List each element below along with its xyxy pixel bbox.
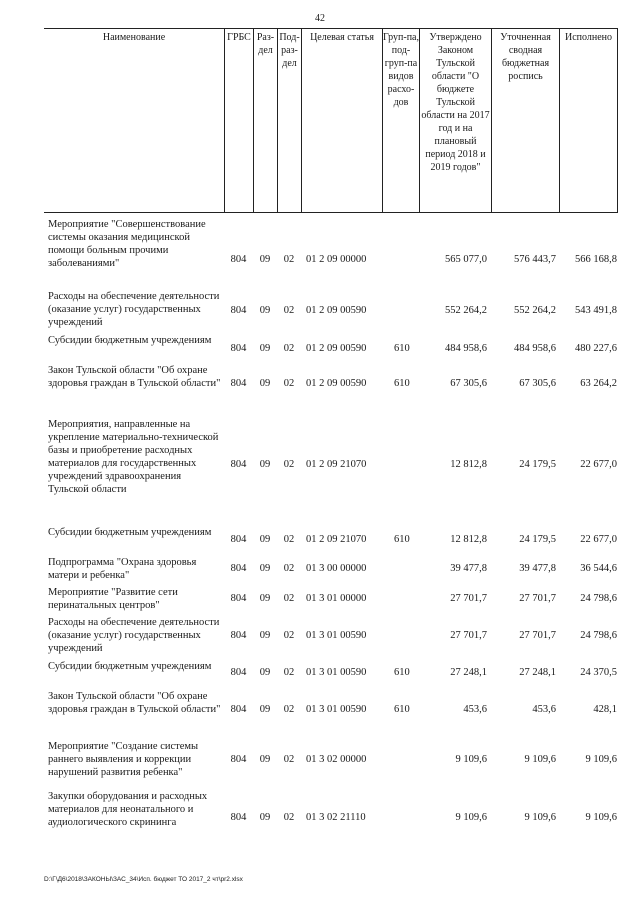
row-name: Подпрограмма "Охрана здоровья матери и ребенка" — [48, 557, 197, 581]
table-row — [44, 290, 618, 332]
row-podrazdel: 02 — [283, 667, 295, 678]
row-target: 01 3 02 21110 — [306, 812, 366, 823]
row-name: Мероприятие "Развитие сети перинатальных центров" — [48, 587, 178, 611]
row-grbs: 804 — [230, 704, 247, 715]
row-name: Субсидии бюджетным учреждениям — [48, 527, 212, 538]
table-row — [44, 556, 618, 584]
row-razdel: 09 — [259, 667, 271, 678]
row-razdel: 09 — [259, 254, 271, 265]
row-name: Субсидии бюджетным учреждениям — [48, 335, 212, 346]
row-grbs: 804 — [230, 305, 247, 316]
row-approved: 12 812,8 — [450, 459, 487, 470]
header-podrazdel: Под-раз-дел — [277, 29, 301, 212]
row-refined: 24 179,5 — [519, 534, 556, 545]
row-executed: 24 370,5 — [580, 667, 617, 678]
row-podrazdel: 02 — [283, 343, 295, 354]
header-target: Целевая статья — [301, 29, 382, 212]
row-group: 610 — [394, 534, 410, 545]
row-refined: 9 109,6 — [524, 754, 556, 765]
row-podrazdel: 02 — [283, 630, 295, 641]
row-razdel: 09 — [259, 754, 271, 765]
row-target: 01 2 09 00590 — [306, 305, 367, 316]
row-razdel: 09 — [259, 459, 271, 470]
row-grbs: 804 — [230, 254, 247, 265]
row-razdel: 09 — [259, 563, 271, 574]
row-approved: 9 109,6 — [455, 754, 487, 765]
row-target: 01 3 01 00590 — [306, 630, 367, 641]
row-executed: 480 227,6 — [575, 343, 617, 354]
row-podrazdel: 02 — [283, 534, 295, 545]
table-header — [44, 28, 618, 213]
row-name: Закупки оборудования и расходных материалов для неонатального и аудиологического скрининга — [48, 791, 208, 828]
row-name: Субсидии бюджетным учреждениям — [48, 661, 212, 672]
row-name: Мероприятия, направленные на укрепление материально-технической базы и приобретение расходных материалов для государственных учреждений здравоохранения Тульской области — [48, 419, 219, 495]
row-razdel: 09 — [259, 593, 271, 604]
row-target: 01 3 01 00000 — [306, 593, 367, 604]
row-refined: 484 958,6 — [514, 343, 556, 354]
row-approved: 552 264,2 — [445, 305, 487, 316]
file-path-footer: D:\Г\Д6\2018\ЗАКОНЫ\ЗАС_34\Исп. бюджет ТО 2017_2 чт\pr2.xlsx — [44, 876, 243, 883]
row-name: Мероприятие "Совершенствование системы оказания медицинской помощи больным прочими заболеваниями" — [48, 219, 206, 269]
row-refined: 27 248,1 — [519, 667, 556, 678]
row-approved: 27 701,7 — [450, 593, 487, 604]
row-refined: 67 305,6 — [519, 378, 556, 389]
row-executed: 63 264,2 — [580, 378, 617, 389]
table-row — [44, 790, 618, 846]
row-podrazdel: 02 — [283, 593, 295, 604]
table-row — [44, 616, 618, 658]
row-refined: 576 443,7 — [514, 254, 556, 265]
row-razdel: 09 — [259, 812, 271, 823]
row-razdel: 09 — [259, 378, 271, 389]
row-approved: 565 077,0 — [445, 254, 487, 265]
row-target: 01 2 09 21070 — [306, 459, 367, 470]
table-row — [44, 740, 618, 782]
row-podrazdel: 02 — [283, 254, 295, 265]
row-refined: 27 701,7 — [519, 630, 556, 641]
row-executed: 9 109,6 — [585, 812, 617, 823]
row-executed: 22 677,0 — [580, 459, 617, 470]
table-row — [44, 660, 618, 688]
header-group: Груп-па, под-груп-па видов расхо-дов — [382, 29, 419, 212]
row-podrazdel: 02 — [283, 812, 295, 823]
row-podrazdel: 02 — [283, 459, 295, 470]
row-name: Закон Тульской области "Об охране здоровья граждан в Тульской области" — [48, 365, 221, 389]
row-podrazdel: 02 — [283, 378, 295, 389]
table-row — [44, 218, 618, 286]
row-refined: 453,6 — [532, 704, 556, 715]
row-podrazdel: 02 — [283, 704, 295, 715]
row-name: Расходы на обеспечение деятельности (оказание услуг) государственных учреждений — [48, 617, 220, 654]
row-grbs: 804 — [230, 754, 247, 765]
row-podrazdel: 02 — [283, 563, 295, 574]
row-grbs: 804 — [230, 667, 247, 678]
row-target: 01 2 09 00590 — [306, 343, 367, 354]
row-razdel: 09 — [259, 534, 271, 545]
row-group: 610 — [394, 378, 410, 389]
row-executed: 24 798,6 — [580, 593, 617, 604]
row-grbs: 804 — [230, 378, 247, 389]
row-target: 01 2 09 21070 — [306, 534, 367, 545]
header-executed: Исполнено — [559, 29, 618, 212]
row-grbs: 804 — [230, 534, 247, 545]
row-razdel: 09 — [259, 630, 271, 641]
row-approved: 484 958,6 — [445, 343, 487, 354]
row-approved: 39 477,8 — [450, 563, 487, 574]
table-row — [44, 690, 618, 732]
table-row — [44, 418, 618, 514]
row-executed: 9 109,6 — [585, 754, 617, 765]
row-grbs: 804 — [230, 812, 247, 823]
row-refined: 9 109,6 — [524, 812, 556, 823]
row-approved: 67 305,6 — [450, 378, 487, 389]
row-refined: 39 477,8 — [519, 563, 556, 574]
row-razdel: 09 — [259, 305, 271, 316]
row-target: 01 3 00 00000 — [306, 563, 367, 574]
header-approved: Утверждено Законом Тульской области "О бюджете Тульской области на 2017 год и на плановый период 2018 и 2019 годов" — [419, 29, 491, 212]
row-approved: 27 701,7 — [450, 630, 487, 641]
row-grbs: 804 — [230, 563, 247, 574]
row-target: 01 3 01 00590 — [306, 667, 367, 678]
header-grbs: ГРБС — [224, 29, 253, 212]
row-grbs: 804 — [230, 593, 247, 604]
header-name: Наименование — [102, 32, 166, 43]
row-executed: 36 544,6 — [580, 563, 617, 574]
row-target: 01 2 09 00000 — [306, 254, 367, 265]
table-row — [44, 586, 618, 614]
row-target: 01 3 01 00590 — [306, 704, 367, 715]
row-group: 610 — [394, 704, 410, 715]
row-target: 01 2 09 00590 — [306, 378, 367, 389]
row-grbs: 804 — [230, 459, 247, 470]
row-target: 01 3 02 00000 — [306, 754, 367, 765]
row-name: Расходы на обеспечение деятельности (оказание услуг) государственных учреждений — [48, 291, 220, 328]
table-row — [44, 334, 618, 362]
row-approved: 12 812,8 — [450, 534, 487, 545]
row-executed: 543 491,8 — [575, 305, 617, 316]
row-grbs: 804 — [230, 343, 247, 354]
row-razdel: 09 — [259, 343, 271, 354]
row-approved: 27 248,1 — [450, 667, 487, 678]
row-refined: 24 179,5 — [519, 459, 556, 470]
header-razdel: Раз-дел — [253, 29, 277, 212]
page-number: 42 — [315, 13, 325, 24]
row-executed: 24 798,6 — [580, 630, 617, 641]
row-executed: 22 677,0 — [580, 534, 617, 545]
table-row — [44, 526, 618, 554]
row-approved: 9 109,6 — [455, 812, 487, 823]
row-grbs: 804 — [230, 630, 247, 641]
row-approved: 453,6 — [463, 704, 487, 715]
row-group: 610 — [394, 343, 410, 354]
row-razdel: 09 — [259, 704, 271, 715]
row-refined: 27 701,7 — [519, 593, 556, 604]
row-name: Мероприятие "Создание системы раннего выявления и коррекции нарушений развития ребенка" — [48, 741, 199, 778]
row-podrazdel: 02 — [283, 305, 295, 316]
row-podrazdel: 02 — [283, 754, 295, 765]
row-executed: 566 168,8 — [575, 254, 617, 265]
row-executed: 428,1 — [593, 704, 617, 715]
row-name: Закон Тульской области "Об охране здоровья граждан в Тульской области" — [48, 691, 221, 715]
row-group: 610 — [394, 667, 410, 678]
header-refined: Уточненная сводная бюджетная роспись — [491, 29, 559, 212]
row-refined: 552 264,2 — [514, 305, 556, 316]
table-row — [44, 364, 618, 406]
